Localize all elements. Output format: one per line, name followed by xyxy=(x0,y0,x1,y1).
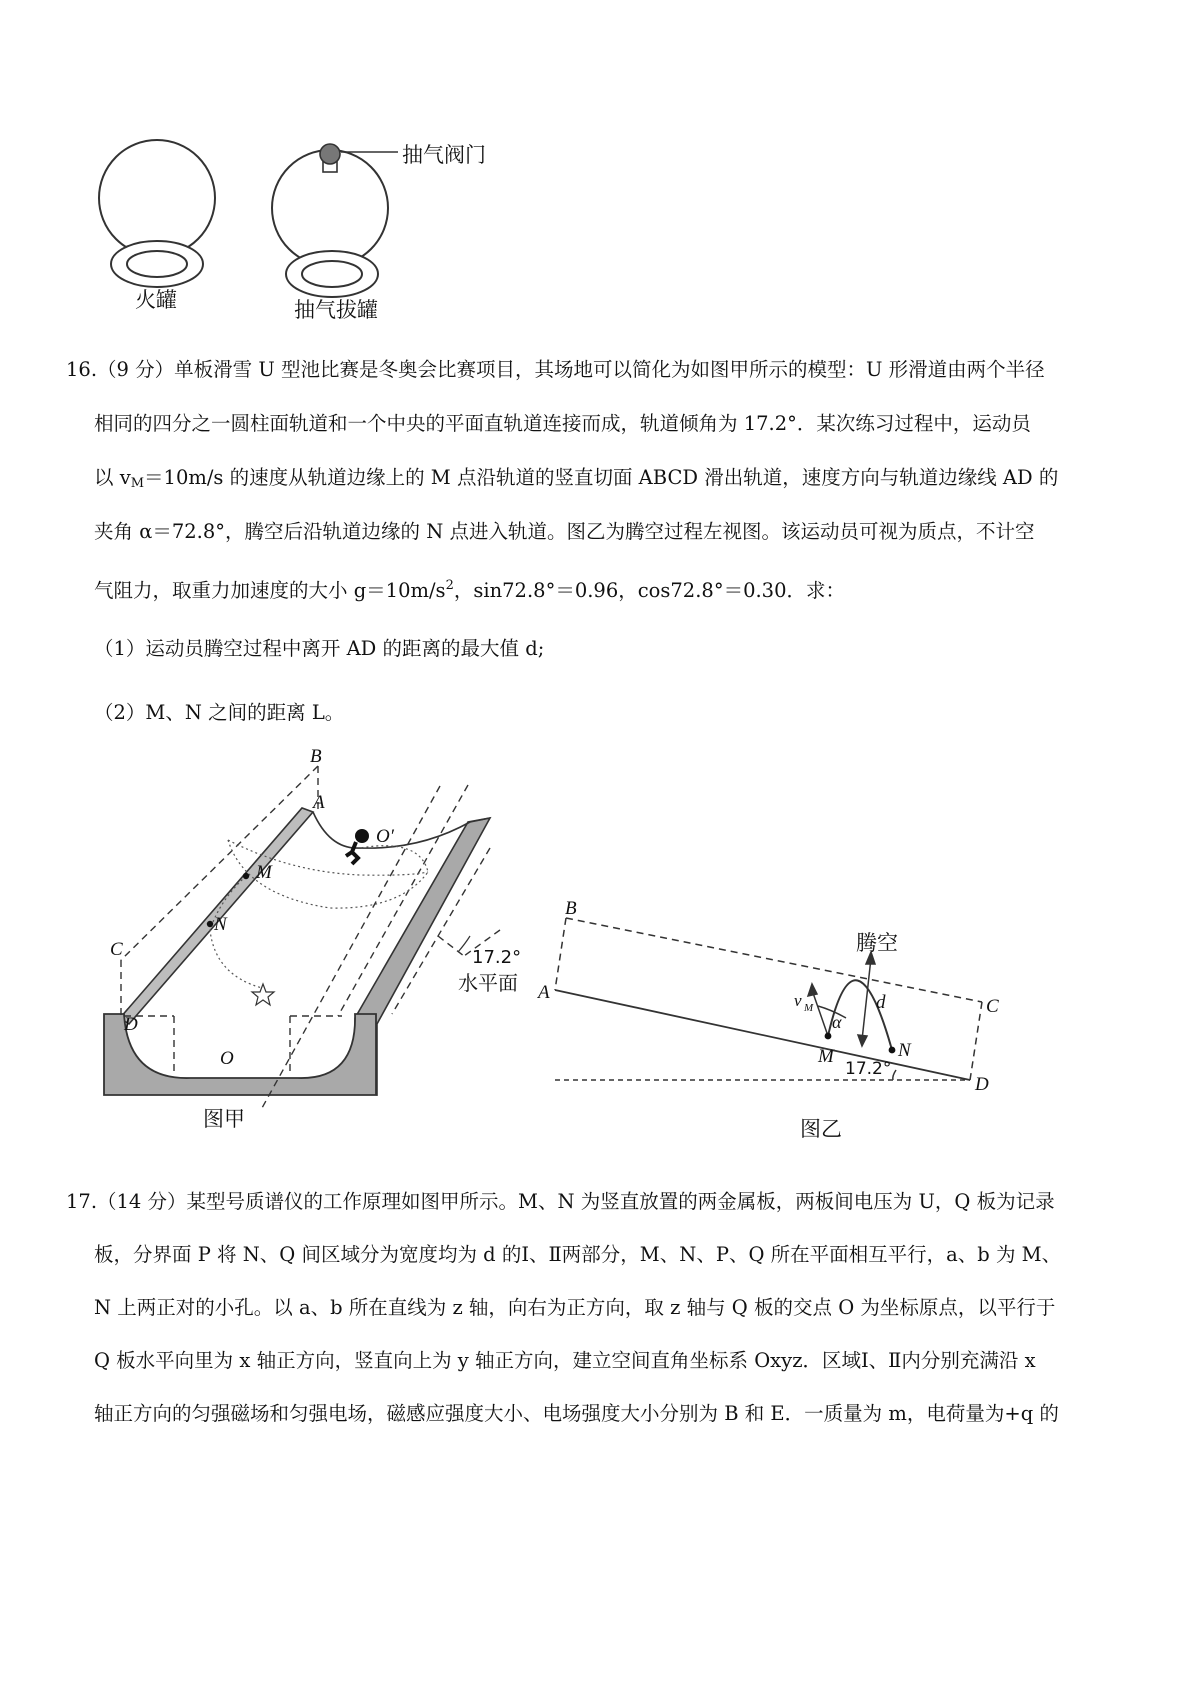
q16-line-5-sup: 2 xyxy=(445,578,454,593)
jia-label-N: N xyxy=(214,914,227,935)
q16-line-3b: ＝10m/s 的速度从轨道边缘上的 M 点沿轨道的竖直切面 ABCD 滑出轨道，速度方向与轨道边缘线 AD 的 xyxy=(144,466,1059,489)
q16-subquestion-1: （1）运动员腾空过程中离开 AD 的距离的最大值 d; xyxy=(94,637,545,660)
yi-label-D: D xyxy=(975,1074,989,1095)
yi-label-v: v xyxy=(794,991,802,1010)
jia-angle-label: 17.2° xyxy=(472,947,522,968)
yi-label-v-sub: M xyxy=(804,1002,814,1014)
valve-label: 抽气阀门 xyxy=(402,143,486,167)
q16-subquestion-2: （2）M、N 之间的距离 L。 xyxy=(94,701,345,724)
yi-label-C: C xyxy=(986,996,999,1017)
suction-cup-label: 抽气拔罐 xyxy=(294,298,378,322)
q16-line-5a: 气阻力，取重力加速度的大小 g＝10m/s xyxy=(94,579,446,602)
jia-label-O: O xyxy=(220,1048,234,1069)
q17-line-2: 板，分界面 P 将 N、Q 间区域分为宽度均为 d 的Ⅰ、Ⅱ两部分，M、N、P、Q 所在平面相互平行，a、b 为 M、 xyxy=(94,1243,1062,1266)
q16-line-4: 夹角 α＝72.8°，腾空后沿轨道边缘的 N 点进入轨道。图乙为腾空过程左视图。该运动员可视为质点，不计空 xyxy=(94,520,1035,543)
yi-label-d: d xyxy=(876,992,886,1013)
jia-label-C: C xyxy=(110,939,123,960)
yi-label-alpha: α xyxy=(832,1012,842,1032)
q17-line-5: 轴正方向的匀强磁场和匀强电场，磁感应强度大小、电场强度大小分别为 B 和 E．一质量为 m，电荷量为+q 的 xyxy=(94,1402,1059,1425)
yi-label-tengkong: 腾空 xyxy=(856,931,898,955)
yi-label-A: A xyxy=(538,982,550,1003)
q17-line-4: Q 板水平向里为 x 轴正方向，竖直向上为 y 轴正方向，建立空间直角坐标系 Oxyz．区域Ⅰ、Ⅱ内分别充满沿 x xyxy=(94,1349,1036,1372)
yi-label-M: M xyxy=(818,1046,834,1067)
q16-line-2: 相同的四分之一圆柱面轨道和一个中央的平面直轨道连接而成，轨道倾角为 17.2°．某次练习过程中，运动员 xyxy=(94,412,1031,435)
jia-label-A: A xyxy=(313,792,325,813)
yi-angle-label: 17.2° xyxy=(845,1059,892,1079)
jia-label-B: B xyxy=(310,746,322,767)
q17-line-1: 17.（14 分）某型号质谱仪的工作原理如图甲所示。M、N 为竖直放置的两金属板，两板间电压为 U，Q 板为记录 xyxy=(66,1190,1055,1213)
yi-label-B: B xyxy=(565,898,577,919)
jia-label-O-prime: O′ xyxy=(376,826,394,847)
jia-label-D: D xyxy=(124,1014,138,1035)
jia-label-M: M xyxy=(256,862,272,883)
jia-horizontal-label: 水平面 xyxy=(458,971,518,995)
jia-caption: 图甲 xyxy=(203,1107,245,1131)
line-AD xyxy=(555,990,970,1080)
q17-line-3: N 上两正对的小孔。以 a、b 所在直线为 z 轴，向右为正方向，取 z 轴与 Q 板的交点 O 为坐标原点，以平行于 xyxy=(94,1296,1056,1319)
q16-line-3a: 以 v xyxy=(94,466,131,489)
yi-label-N: N xyxy=(898,1040,911,1061)
fire-cup-label: 火罐 xyxy=(135,288,177,312)
q16-line-1: 16.（9 分）单板滑雪 U 型池比赛是冬奥会比赛项目，其场地可以简化为如图甲所示的模型：U 形滑道由两个半径 xyxy=(66,358,1045,381)
yi-caption: 图乙 xyxy=(800,1117,842,1141)
q16-line-5b: ，sin72.8°＝0.96，cos72.8°＝0.30．求： xyxy=(453,579,845,602)
q16-line-3-sub: M xyxy=(130,476,145,491)
